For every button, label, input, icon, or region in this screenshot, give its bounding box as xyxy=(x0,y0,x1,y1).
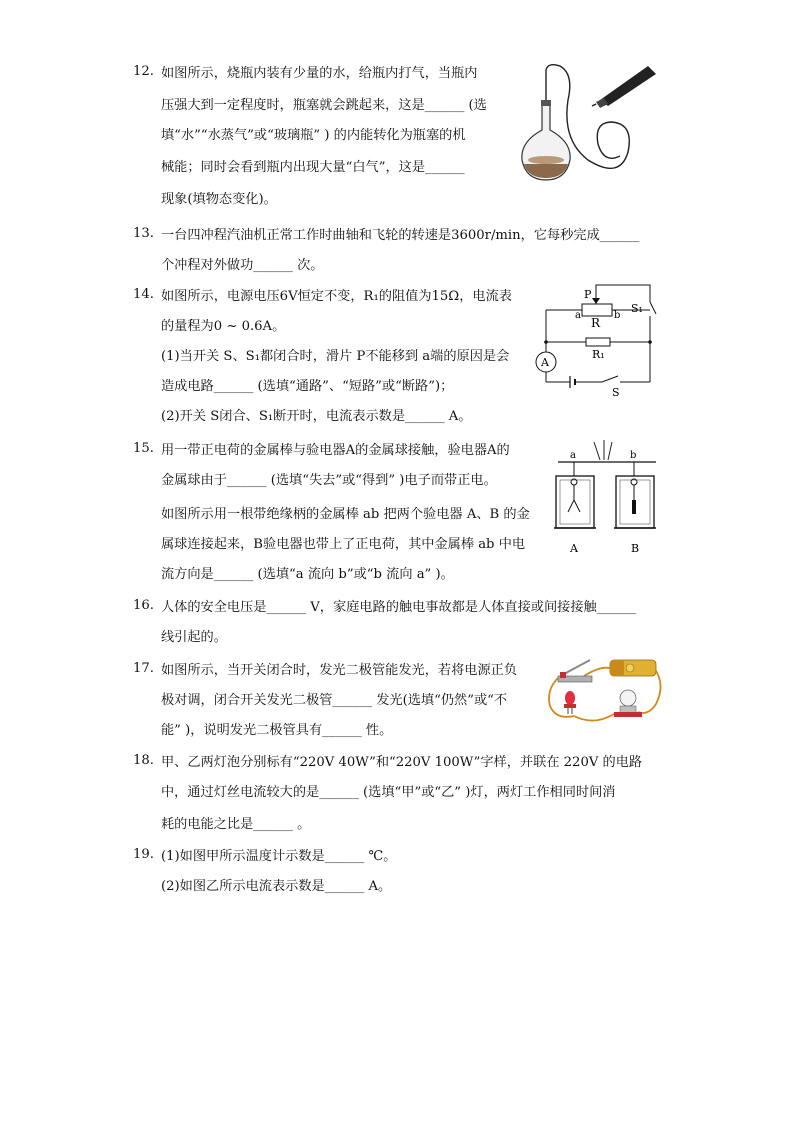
question-line: 线引起的。 xyxy=(161,630,227,645)
label-a: a xyxy=(570,450,576,461)
label-S1: S₁ xyxy=(631,302,643,315)
question-line: (2)开关 S闭合、S₁断开时，电流表示数是______ A。 xyxy=(161,409,472,424)
label-b: b xyxy=(614,310,621,321)
question-line: 属球连接起来，B验电器也带上了正电荷，其中金属棒 ab 中电 xyxy=(161,537,526,552)
label-P: P xyxy=(584,288,592,301)
question-number: 12. xyxy=(133,64,154,79)
question-line: 人体的安全电压是______ V，家庭电路的触电事故都是人体直接或间接接触______ xyxy=(161,600,637,615)
question-line: 如图所示，当开关闭合时，发光二极管能发光，若将电源正负 xyxy=(161,663,518,678)
label-R: R xyxy=(591,316,601,330)
question-line: 的量程为0 ~ 0.6A。 xyxy=(161,319,286,334)
label-R1: R₁ xyxy=(592,348,605,361)
question-number: 17. xyxy=(133,661,154,676)
question-number: 16. xyxy=(133,598,154,613)
flask-pump-figure xyxy=(508,60,658,182)
question-line: 如图所示用一根带绝缘柄的金属棒 ab 把两个验电器 A、B 的金 xyxy=(161,507,530,522)
question-line: (2)如图乙所示电流表示数是______ A。 xyxy=(161,879,392,894)
question-line: 甲、乙两灯泡分别标有“220V 40W”和“220V 100W”字样，并联在 220V 的电路 xyxy=(161,755,643,770)
question-line: 如图所示，烧瓶内装有少量的水，给瓶内打气，当瓶内 xyxy=(161,66,478,81)
question-line: 个冲程对外做功______ 次。 xyxy=(161,258,324,273)
led-circuit-figure xyxy=(544,654,664,724)
question-line: 用一带正电荷的金属棒与验电器A的金属球接触，验电器A的 xyxy=(161,443,510,458)
question-number: 14. xyxy=(133,287,154,302)
question-line: (1)当开关 S、S₁都闭合时，滑片 P不能移到 a端的原因是会 xyxy=(161,349,510,364)
question-line: 耗的电能之比是______ 。 xyxy=(161,817,311,832)
question-line: 械能；同时会看到瓶内出现大量“白气”，这是______ xyxy=(161,160,465,175)
question-line: 中，通过灯丝电流较大的是______ (选填“甲”或“乙” )灯，两灯工作相同时间消 xyxy=(161,785,616,800)
question-line: 金属球由于______ (选填“失去”或“得到” )电子而带正电。 xyxy=(161,473,497,488)
electroscope-figure xyxy=(552,440,664,558)
question-number: 19. xyxy=(133,847,154,862)
label-A: A xyxy=(570,542,578,555)
question-line: 极对调，闭合开关发光二极管______ 发光(选填“仍然”或“不 xyxy=(161,693,508,708)
question-number: 13. xyxy=(133,226,154,241)
label-b: b xyxy=(630,450,637,461)
question-line: 压强大到一定程度时，瓶塞就会跳起来，这是______ (选 xyxy=(161,98,487,113)
question-number: 15. xyxy=(133,441,154,456)
question-line: 如图所示，电源电压6V恒定不变，R₁的阻值为15Ω，电流表 xyxy=(161,289,512,304)
label-ammeter-A: A xyxy=(541,356,549,369)
circuit-diagram xyxy=(530,276,660,398)
question-line: (1)如图甲所示温度计示数是______ ℃。 xyxy=(161,849,397,864)
label-S: S xyxy=(612,386,620,398)
question-line: 造成电路______ (选填“通路”、“短路”或“断路”)； xyxy=(161,379,454,394)
label-B: B xyxy=(631,542,640,555)
question-line: 现象(填物态变化)。 xyxy=(161,192,277,207)
question-line: 能” )，说明发光二极管具有______ 性。 xyxy=(161,723,393,738)
question-number: 18. xyxy=(133,753,154,768)
question-line: 一台四冲程汽油机正常工作时曲轴和飞轮的转速是3600r/min，它每秒完成______ xyxy=(161,228,640,243)
question-line: 填“水”“水蒸气”或“玻璃瓶” ) 的内能转化为瓶塞的机 xyxy=(161,128,466,143)
question-line: 流方向是______ (选填“a 流向 b”或“b 流向 a” )。 xyxy=(161,567,454,582)
label-a: a xyxy=(575,310,581,321)
